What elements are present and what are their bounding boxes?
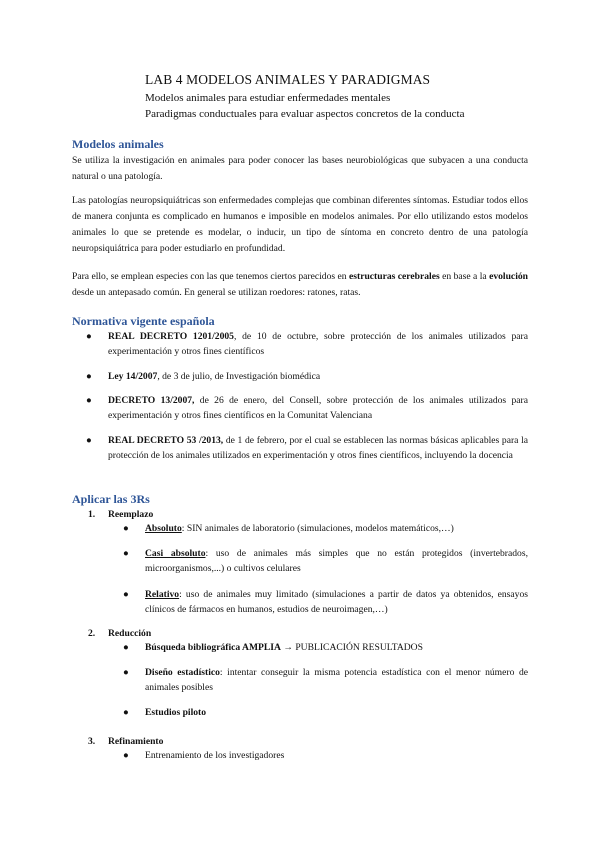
item-label: Reemplazo	[108, 509, 154, 520]
list-item	[123, 666, 528, 695]
bold-run: REAL DECRETO 53 /2013,	[108, 435, 224, 446]
bullet-icon: ●	[123, 523, 129, 534]
list-item	[123, 641, 528, 656]
bullet-icon: ●	[123, 707, 129, 718]
paragraph-patologias: Las patologías neuropsiquiátricas son enfermedades complejas que combinan diferentes síntomas. Estudiar todos ellos de manera conjunta es complicado en humanos e imposible en modelos animales. Por ello utilizando estos modelos animales lo que se pretende es modelar, o inducir, un tipo de síntoma en concreto dentro de una patología neuropsiquiátrica para poder estudiarlo en profundidad.	[72, 195, 528, 254]
text-run: Entrenamiento de los investigadores	[145, 750, 285, 761]
heading-3rs: Aplicar las 3Rs	[72, 492, 150, 506]
numbered-item-reduccion	[88, 628, 152, 639]
underlined-term: Relativo	[145, 589, 180, 600]
page-title: LAB 4 MODELOS ANIMALES Y PARADIGMAS	[145, 72, 431, 87]
bullet-icon: ●	[86, 395, 92, 406]
heading-modelos-animales: Modelos animales	[72, 137, 164, 151]
list-item	[86, 330, 529, 359]
bullet-icon: ●	[123, 548, 129, 559]
item-number: 2.	[88, 628, 96, 639]
underlined-term: Absoluto	[145, 523, 182, 534]
bold-run: DECRETO 13/2007,	[108, 395, 195, 406]
text-run: desde un antepasado común. En general se utilizan roedores: ratones, ratas.	[72, 287, 361, 298]
numbered-item-refinamiento	[88, 736, 164, 747]
item-label: Reducción	[108, 628, 152, 639]
text-run: , de 10 de octubre, sobre protección de los animales utilizados para experimentación y otros fines científicos	[108, 331, 529, 357]
text-run: en base a la	[439, 271, 490, 282]
paragraph-especies	[72, 269, 528, 301]
text-run: : SIN animales de laboratorio (simulaciones, modelos matemáticos,…)	[181, 523, 454, 534]
underlined-term: Casi absoluto	[145, 548, 206, 559]
text-run: : uso de animales muy limitado (simulaciones a partir de datos ya obtenidos, ensayos clínicos de fármacos en humanos, estudios de neuroimagen,…)	[145, 589, 528, 615]
bold-run: Diseño estadístico	[145, 667, 220, 678]
list-item	[123, 547, 528, 576]
bullet-icon: ●	[123, 642, 129, 653]
item-number: 3.	[88, 736, 96, 747]
bold-run: Búsqueda bibliográfica AMPLIA	[145, 642, 281, 653]
bullet-icon: ●	[86, 371, 92, 382]
heading-normativa: Normativa vigente española	[72, 314, 215, 328]
bullet-icon: ●	[123, 750, 129, 761]
bullet-icon: ●	[123, 589, 129, 600]
bullet-icon: ●	[86, 435, 92, 446]
subtitle-1: Modelos animales para estudiar enfermedades mentales	[145, 92, 391, 104]
list-item	[123, 706, 528, 721]
item-number: 1.	[88, 509, 96, 520]
bold-run: evolución	[489, 271, 528, 282]
list-item	[86, 394, 529, 423]
list-item	[123, 749, 528, 764]
paragraph-intro: Se utiliza la investigación en animales para poder conocer las bases neurobiológicas que subyacen a una conducta natural o una patología.	[72, 155, 528, 182]
item-label: Refinamiento	[108, 736, 164, 747]
numbered-item-reemplazo	[88, 509, 154, 520]
text-run: Para ello, se emplean especies con las que tenemos ciertos parecidos en	[72, 271, 350, 282]
list-item	[86, 370, 528, 385]
text-run: : uso de animales más simples que no están protegidos (invertebrados, microorganismos,...) o cultivos celulares	[145, 548, 528, 574]
bold-run: estructuras cerebrales	[349, 271, 440, 282]
text-run: → PUBLICACIÓN RESULTADOS	[280, 642, 423, 653]
text-run: , de 3 de julio, de Investigación biomédica	[157, 371, 321, 382]
bold-run: Ley 14/2007	[108, 371, 158, 382]
subtitle-2: Paradigmas conductuales para evaluar aspectos concretos de la conducta	[145, 108, 465, 120]
bold-run: Estudios piloto	[145, 707, 207, 718]
text-run: de 1 de febrero, por el cual se establecen las normas básicas aplicables para la protección de los animales utilizados en experimentación y otros fines científicos, incluyendo la docencia	[108, 435, 529, 461]
list-item	[123, 522, 528, 537]
bullet-icon: ●	[86, 331, 92, 342]
text-run: : intentar conseguir la misma potencia estadística con el menor número de animales posibles	[145, 667, 528, 693]
text-run: de 26 de enero, del Consell, sobre protección de los animales utilizados para experimentación y otros fines científicos en la Comunitat Valenciana	[108, 395, 529, 421]
list-item	[123, 588, 528, 617]
bold-run: REAL DECRETO 1201/2005	[108, 331, 234, 342]
list-item	[86, 434, 529, 463]
bullet-icon: ●	[123, 667, 129, 678]
